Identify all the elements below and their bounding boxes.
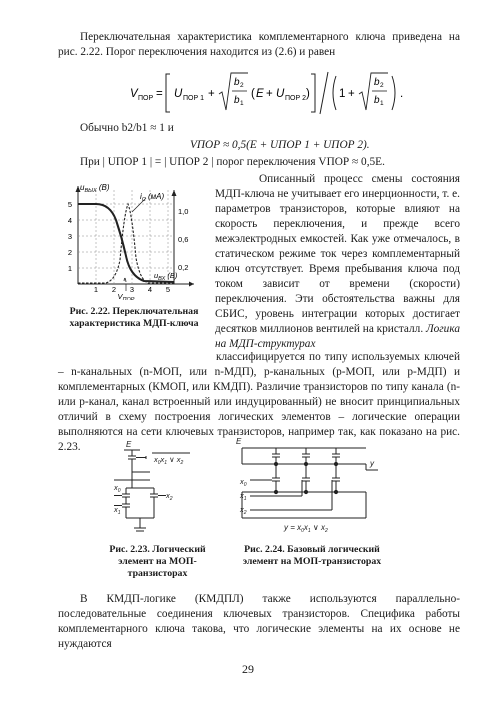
svg-text:E: E xyxy=(236,437,242,446)
svg-text:VПОР: $V_{ПОР}$ xyxy=(117,292,135,300)
page-number: 29 xyxy=(242,662,254,676)
svg-text:ПОР: ПОР xyxy=(138,95,154,102)
svg-text:x1: $x_1$ xyxy=(114,505,121,516)
svg-text:1: 1 xyxy=(93,285,99,294)
svg-text:b: b xyxy=(374,77,380,88)
caption-fig-2-24: Рис. 2.24. Базовый логический элемент на МОП-транзисторах xyxy=(242,544,382,567)
svg-text:b: b xyxy=(234,77,240,88)
svg-text:2: 2 xyxy=(240,82,244,89)
formula-threshold xyxy=(130,70,450,116)
caption-fig-2-23: Рис. 2.23. Логический элемент на МОП-транзисторах xyxy=(109,544,206,579)
svg-text:x0: $x_0$ xyxy=(114,483,121,494)
svg-text:0,2: 0,2 xyxy=(178,263,189,272)
svg-text:4: 4 xyxy=(67,216,72,225)
paragraph-classification: классифицируется по типу используемых ключей – n-канальных (n-МОП, или n-МДП), p-канальных (p-МОП, или p-МДП) и комплементарных (КМОП, или КМДП). Различие транзисторов по типу канала (n- или p-канал, канал встроенный или индуцированный) не вносит принципиальных отличий в схему построения логических элементов – логические операции выполняются на сети ключевых транзисторов, например так, как показано на рис. 2.23. xyxy=(58,351,460,453)
svg-text:ПОР 2: ПОР 2 xyxy=(285,95,306,102)
svg-text:(: ( xyxy=(251,88,255,100)
svg-text:2: 2 xyxy=(111,285,117,294)
svg-text:4: 4 xyxy=(147,285,153,294)
paragraph-intro: Переключательная характеристика комплементарного ключа приведена на рис. 2.22. Порог переключения находится из (2.6) и равен xyxy=(58,31,460,58)
svg-text:x2: $x_2$ xyxy=(240,505,247,516)
caption-fig-2-22: Рис. 2.22. Переключательная характеристика МДП-ключа xyxy=(69,306,199,329)
figure-2-22 xyxy=(58,180,210,300)
formula-condition: При | UПОР 1 | = | UПОР 2 | порог переключения VПОР ≈ 0,5E. xyxy=(80,156,385,168)
svg-text:3: 3 xyxy=(67,232,72,241)
svg-text:1: 1 xyxy=(240,100,244,107)
svg-text:5: 5 xyxy=(165,285,171,294)
svg-text:uВЫХ (В): $u_{ВЫХ}$ (В) xyxy=(80,183,110,194)
svg-text:0,6: 0,6 xyxy=(178,235,189,244)
svg-text:uВХ (В): $u_{ВХ}$ (В) xyxy=(154,271,178,282)
paragraph-inertia: Описанный процесс смены состояния МДП-ключа не учитывает его инерционности, т. е. параметров транзисторов, которые влияют на скорость переключения, и прежде всего межэлектродных емкостей. Как уже отмечалось, в статическом режиме ток через комплементарный ключ отсутствует. Время пребывания ключа под током зависит от времени (скорости) переключения. Эти обстоятельства важны для СБИС, уровень интеграции которых достигает десятков миллионов вентилей на кристалл. Логика на МДП-структурах xyxy=(215,173,460,350)
svg-text:1: 1 xyxy=(67,264,72,273)
svg-text:b: b xyxy=(374,95,380,106)
svg-text:x0: $x_0$ xyxy=(240,477,247,488)
svg-text:b: b xyxy=(234,95,240,106)
svg-text:1: 1 xyxy=(339,88,346,100)
svg-text:U: U xyxy=(276,88,285,100)
svg-text:.: . xyxy=(400,88,404,100)
svg-text:+: + xyxy=(266,88,273,100)
svg-text:2: 2 xyxy=(67,248,72,257)
svg-text:U: U xyxy=(174,88,183,100)
svg-text:ПОР 1: ПОР 1 xyxy=(183,95,204,102)
svg-text:+: + xyxy=(208,88,215,100)
paragraph-kmdp: В КМДП-логике (КМДПЛ) также используются параллельно-последовательные соединения ключевых транзисторов. Специфика работы комплементарного ключа такова, что логические элементы на их основе не нуждаются xyxy=(58,593,460,650)
svg-text:x2: $x_2$ xyxy=(166,491,173,502)
figure-2-24 xyxy=(236,434,386,534)
svg-text:x0x1 ∨ x2: $x_0x_1$ ∨ $x_2$ xyxy=(154,455,184,466)
svg-text:y = x0x1 ∨ x2: $y = x_0x_1$ ∨ $x_2$ xyxy=(284,523,328,534)
svg-text:E: E xyxy=(256,88,264,100)
figure-2-23 xyxy=(110,438,215,538)
svg-text:=: = xyxy=(156,88,163,100)
svg-text:2: 2 xyxy=(380,82,384,89)
svg-text:V: V xyxy=(130,88,138,100)
svg-text:iC (мА): $i_C$ (мА) xyxy=(140,192,165,203)
svg-text:3: 3 xyxy=(129,285,135,294)
svg-text:5: 5 xyxy=(67,200,72,209)
svg-text:y: y xyxy=(370,459,374,468)
usually-line: Обычно b2/b1 ≈ 1 и xyxy=(80,122,174,134)
svg-text:x1: $x_1$ xyxy=(240,491,247,502)
svg-text:+: + xyxy=(348,88,355,100)
svg-text:E: E xyxy=(126,440,132,449)
formula-approx: VПОР ≈ 0,5(E + UПОР 1 + UПОР 2). xyxy=(190,139,370,151)
svg-text:1: 1 xyxy=(380,100,384,107)
svg-text:): ) xyxy=(306,88,310,100)
svg-text:1,0: 1,0 xyxy=(178,207,189,216)
